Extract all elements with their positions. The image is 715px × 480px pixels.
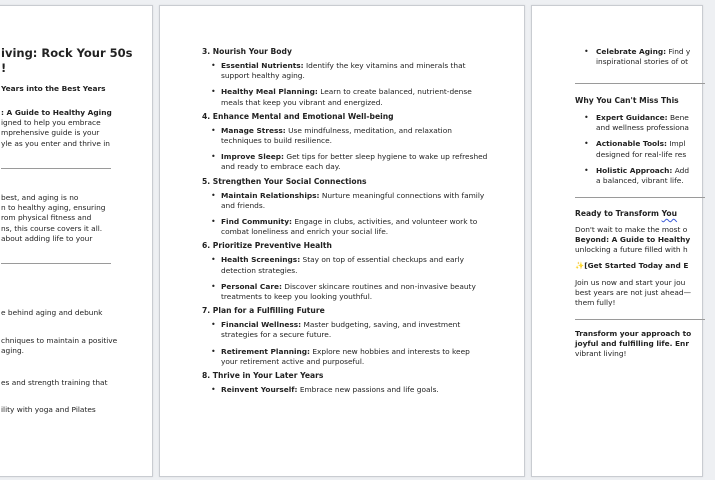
list-item <box>202 87 488 107</box>
list-item <box>202 282 488 302</box>
left-para-line: rom physical fitness and <box>1 213 92 223</box>
item-text: Impl <box>667 139 686 149</box>
why-heading: Why You Can't Miss This <box>575 96 679 105</box>
list-item <box>202 320 488 340</box>
item-text: Bene <box>667 113 689 122</box>
left-item-line: ility with yoga and Pilates <box>1 405 96 414</box>
left-item-line: chniques to maintain a positive <box>1 336 118 345</box>
section-heading: 6. Prioritize Preventive Health <box>202 241 332 251</box>
item-text: Use mindfulness, meditation, and relaxation techniques to build resilience. <box>221 125 452 146</box>
left-para-line: about adding life to your <box>1 233 93 243</box>
item-term: Financial Wellness: <box>221 320 302 330</box>
left-para-line: ns, this course covers it all. <box>1 223 103 233</box>
list-item <box>202 385 488 395</box>
left-item-line: aging. <box>1 346 24 356</box>
list-item <box>575 139 715 159</box>
left-divider <box>1 263 111 264</box>
item-text: Discover skincare routines and non-invasive beauty treatments to keep you looking youthful. <box>221 281 476 302</box>
left-para-line: n to healthy aging, ensuring <box>1 203 106 213</box>
left-title-line2: ! <box>1 61 7 75</box>
item-text: Stay on top of essential checkups and early detection strategies. <box>221 255 464 275</box>
left-divider <box>1 168 111 169</box>
list-item <box>202 347 488 367</box>
left-item-line: es and strength training that <box>1 378 108 387</box>
join-line: them fully! <box>575 298 616 308</box>
list-item <box>202 126 488 146</box>
item-text: Identify the key vitamins and minerals that support healthy aging. <box>221 61 466 81</box>
item-term: Holistic Approach: <box>596 165 673 175</box>
item-term: Expert Guidance: <box>596 113 668 122</box>
final-line-bold: Transform your approach to <box>575 329 692 338</box>
right-divider <box>575 319 705 320</box>
section-5 <box>202 177 488 238</box>
left-title-line1: iving: Rock Your 50s <box>1 46 133 60</box>
section-heading: 3. Nourish Your Body <box>202 47 292 56</box>
left-guide-line: yle as you enter and thrive in <box>1 138 110 148</box>
ready-line: unlocking a future filled with h <box>575 245 688 255</box>
item-text: Learn to create balanced, nutrient-dense meals that keep you vibrant and energized. <box>221 87 472 107</box>
item-text: Engage in clubs, activities, and volunteer work to combat loneliness and enrich your social life. <box>221 217 478 237</box>
join-line: best years are not just ahead— <box>575 288 691 298</box>
item-text: Nurture meaningful connections with family and friends. <box>221 190 485 210</box>
list-item <box>202 61 488 81</box>
item-text: Find y <box>666 47 691 56</box>
left-guide-line: mprehensive guide is your <box>1 128 100 138</box>
ready-line-bold: Beyond: A Guide to Healthy <box>575 235 691 245</box>
section-heading: 7. Plan for a Fulfilling Future <box>202 306 325 316</box>
item-text: Embrace new passions and life goals. <box>297 385 439 395</box>
list-item <box>202 152 488 172</box>
left-guide-line: igned to help you embrace <box>1 118 101 128</box>
list-item <box>575 47 715 67</box>
section-heading: 5. Strengthen Your Social Connections <box>202 176 367 186</box>
item-text-line2: inspirational stories of ot <box>596 57 688 67</box>
item-term: Health Screenings: <box>221 255 301 265</box>
ready-heading <box>575 209 677 219</box>
item-term: Retirement Planning: <box>221 346 311 356</box>
item-text: Get tips for better sleep hygiene to wake up refreshed and ready to embrace each day. <box>221 152 488 172</box>
list-item <box>575 113 715 133</box>
left-item-line: e behind aging and debunk <box>1 308 103 317</box>
item-term: Find Community: <box>221 217 292 227</box>
item-term: Personal Care: <box>221 281 282 291</box>
left-para-line: best, and aging is no <box>1 193 79 202</box>
item-term: Reinvent Yourself: <box>221 385 298 395</box>
item-term: Manage Stress: <box>221 125 286 135</box>
item-text: Master budgeting, saving, and investment strategies for a secure future. <box>221 320 461 340</box>
right-divider <box>575 83 705 84</box>
item-text-line2: designed for real-life res <box>596 149 687 159</box>
cta-heading: ✨[Get Started Today and E <box>575 261 689 270</box>
item-text: Explore new hobbies and interests to keep your retirement active and purposeful. <box>221 346 470 366</box>
ready-line: Don't wait to make the most o <box>575 225 688 234</box>
left-guide-heading: : A Guide to Healthy Aging <box>1 108 112 117</box>
item-term: Essential Nutrients: <box>221 61 304 70</box>
list-item <box>575 166 715 186</box>
section-6 <box>202 241 488 302</box>
document-page-left <box>0 5 153 477</box>
list-item <box>202 191 488 211</box>
left-subtitle: Years into the Best Years <box>1 84 106 93</box>
section-heading: 8. Thrive in Your Later Years <box>202 371 324 381</box>
final-line: vibrant living! <box>575 349 627 359</box>
section-4 <box>202 112 488 173</box>
item-term: Maintain Relationships: <box>221 190 320 200</box>
join-line: Join us now and start your jou <box>575 278 686 287</box>
section-7 <box>202 306 488 367</box>
ready-heading-text: Ready to Transform <box>575 209 662 218</box>
item-text: Add <box>672 165 690 175</box>
item-text-line2: and wellness professiona <box>596 123 689 133</box>
section-3 <box>202 47 488 108</box>
document-page-right <box>531 5 703 477</box>
item-text-line2: a balanced, vibrant life. <box>596 176 684 186</box>
final-line-bold: joyful and fulfilling life. Enr <box>575 339 689 349</box>
item-term: Actionable Tools: <box>596 139 668 149</box>
right-divider <box>575 197 705 198</box>
item-term: Healthy Meal Planning: <box>221 87 318 97</box>
document-page-middle <box>159 5 525 477</box>
ready-heading-link[interactable]: You <box>661 209 678 218</box>
list-item <box>202 255 488 275</box>
section-heading: 4. Enhance Mental and Emotional Well-being <box>202 111 394 121</box>
list-item <box>202 217 488 237</box>
item-term: Improve Sleep: <box>221 152 284 162</box>
course-sections <box>202 47 488 395</box>
item-term: Celebrate Aging: <box>596 47 667 56</box>
section-8 <box>202 371 488 395</box>
